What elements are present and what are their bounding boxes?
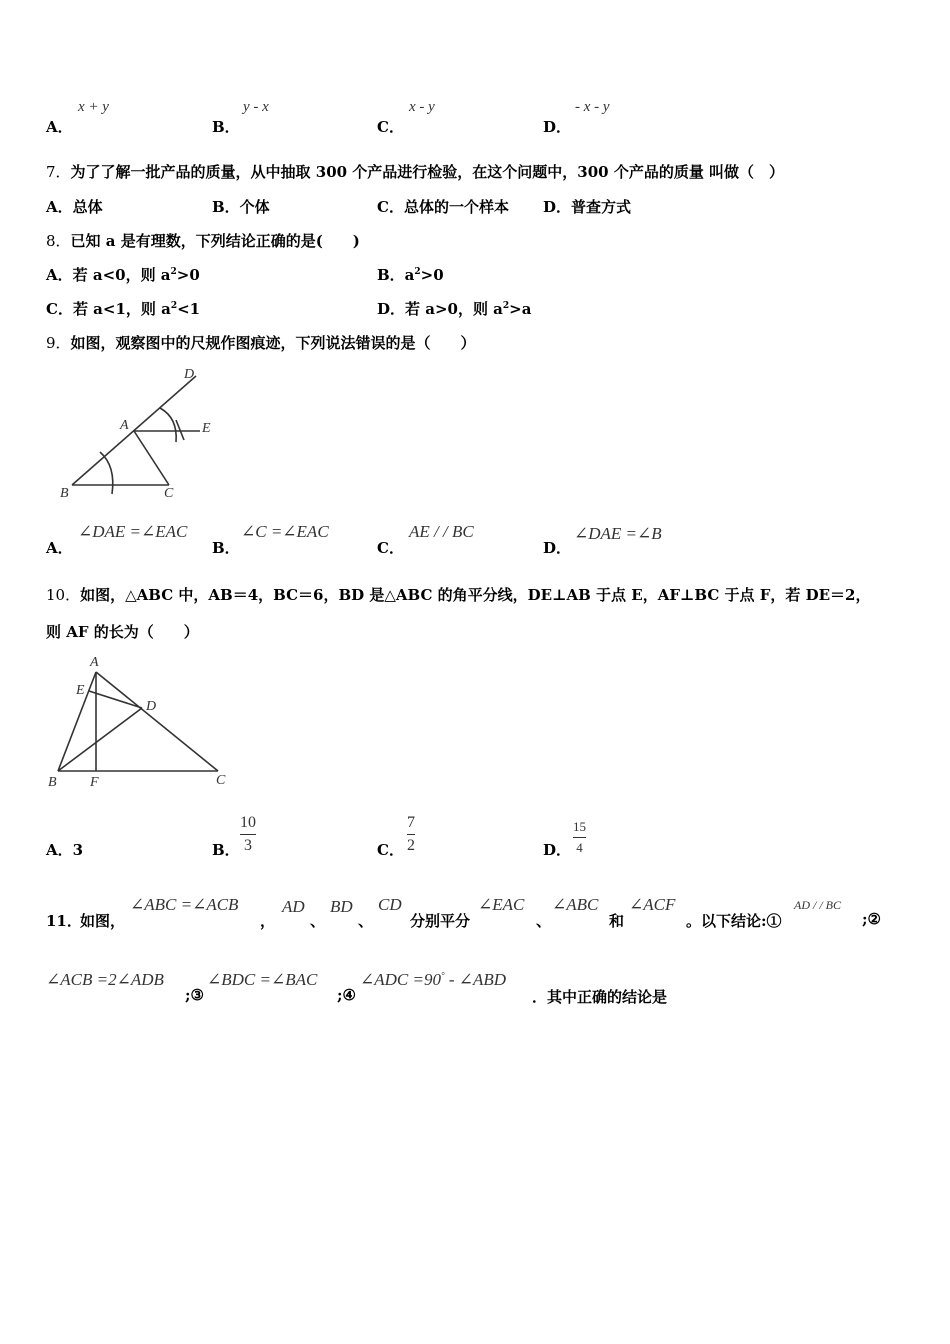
q11-math-5: ∠EAC [478, 895, 525, 914]
question-10-cont: 则 AF 的长为（ ） [46, 623, 199, 641]
question-number: 7． [46, 163, 71, 181]
point-c: C [164, 486, 174, 501]
point-b: B [60, 486, 69, 501]
q11-text-10: ;③ [185, 986, 204, 1004]
q8-option-c: C．若 a<1，则 $a^2<1$ [46, 300, 201, 318]
point-b: B [48, 775, 57, 790]
q11-math-7: ∠ACF [629, 895, 676, 914]
q9-option-d-label: D． [543, 539, 572, 557]
q11-text-11: ;④ [337, 986, 356, 1004]
question-11-num: 11． [46, 912, 82, 930]
q11-math-9: ∠ACB =2∠ADB [46, 970, 164, 989]
arc-a [160, 408, 176, 442]
q10-option-a: A．3 [46, 841, 84, 859]
question-number: 9． [46, 334, 71, 352]
q11-text-9: ;② [862, 910, 881, 928]
q6-option-b-expr: y - x [243, 99, 269, 115]
point-c: C [216, 773, 226, 788]
question-number: 10． [46, 586, 81, 604]
q11-math-3: BD [330, 897, 353, 916]
q6-option-c-expr: x - y [409, 99, 435, 115]
q11-text-4: 、 [358, 912, 374, 930]
q11-math-11: ∠ADC =90° - ∠ABD [360, 970, 507, 989]
line-de [89, 691, 142, 708]
question-text: 如图，观察图中的尺规作图痕迹，下列说法错误的是（ ） [70, 334, 476, 352]
q6-option-c-label: C． [377, 118, 404, 136]
point-d: D [146, 699, 157, 714]
q9-option-d-expr: ∠DAE =∠B [574, 524, 662, 543]
point-e: E [76, 683, 85, 698]
q10-option-b-label: B． [212, 841, 240, 859]
q7-option-b: B．个体 [212, 198, 270, 216]
point-a: A [120, 418, 129, 433]
q11-math-8: AD / / BC [794, 898, 841, 912]
q8-option-b: B．$a^2>0$ [377, 266, 444, 284]
point-d: D [184, 367, 195, 382]
point-f: F [90, 775, 99, 790]
q9-option-c-expr: AE / / BC [409, 522, 474, 541]
q9-option-b-label: B． [212, 539, 240, 557]
q11-math-4: CD [378, 895, 402, 914]
q9-option-a-expr: ∠DAE =∠EAC [78, 522, 188, 541]
q9-figure [50, 360, 230, 505]
q6-option-d-expr: - x - y [575, 99, 610, 115]
q10-option-c-label: C． [377, 841, 404, 859]
q10-option-b-fraction: 10 3 [240, 814, 256, 854]
q11-math-2: AD [282, 897, 305, 916]
q8-option-a: A．若 a<0，则 $a^2>0$ [46, 266, 200, 284]
tick-mark [176, 420, 184, 440]
q8-option-d: D．若 a>0，则 $a^2>a$ [377, 300, 532, 318]
q7-option-d: D．普查方式 [543, 198, 632, 216]
question-number: 8． [46, 232, 71, 250]
q11-text-3: 、 [310, 912, 326, 930]
q9-option-b-expr: ∠C =∠EAC [241, 522, 329, 541]
question-8 [46, 230, 360, 251]
question-9 [46, 332, 476, 353]
q11-text-12: ．其中正确的结论是 [532, 988, 668, 1006]
question-11-text: 如图， [80, 912, 126, 930]
line-ac [96, 672, 218, 771]
q11-text-6: 、 [536, 912, 552, 930]
question-7 [46, 161, 784, 182]
q6-option-d-label: D． [543, 118, 572, 136]
question-text: 如图，△ABC 中，AB＝4，BC＝6，BD 是△ABC 的角平分线，DE⊥AB 于点 E，AF⊥BC 于点 F，若 DE＝2， [80, 586, 871, 604]
line-ac [134, 431, 169, 485]
question-text: 为了了解一批产品的质量，从中抽取 300 个产品进行检验，在这个问题中，300 个产品的质量 叫做（ ） [70, 163, 785, 181]
question-10 [46, 584, 870, 605]
q11-math-10: ∠BDC =∠BAC [207, 970, 318, 989]
q10-figure [44, 650, 244, 795]
q11-text-2: ， [260, 912, 276, 930]
q11-math-1: ∠ABC =∠ACB [130, 895, 239, 914]
q11-text-7: 和 [609, 912, 625, 930]
point-e: E [202, 421, 211, 436]
q11-text-5: 分别平分 [410, 912, 471, 930]
q10-option-d-label: D． [543, 841, 572, 859]
q11-text-8: 。以下结论:① [686, 912, 782, 930]
q6-option-a-label: A． [46, 118, 73, 136]
question-text: 已知 a 是有理数，下列结论正确的是( ) [70, 232, 360, 250]
q6-option-a-expr: x + y [78, 99, 109, 115]
q7-option-a: A．总体 [46, 198, 103, 216]
q6-option-b-label: B． [212, 118, 240, 136]
q7-option-c: C．总体的一个样本 [377, 198, 509, 216]
q10-option-d-fraction: 15 4 [573, 819, 586, 855]
q9-option-c-label: C． [377, 539, 404, 557]
q9-option-a-label: A． [46, 539, 73, 557]
q10-option-c-fraction: 7 2 [407, 814, 415, 854]
q11-math-6: ∠ABC [552, 895, 599, 914]
point-a: A [90, 655, 99, 670]
